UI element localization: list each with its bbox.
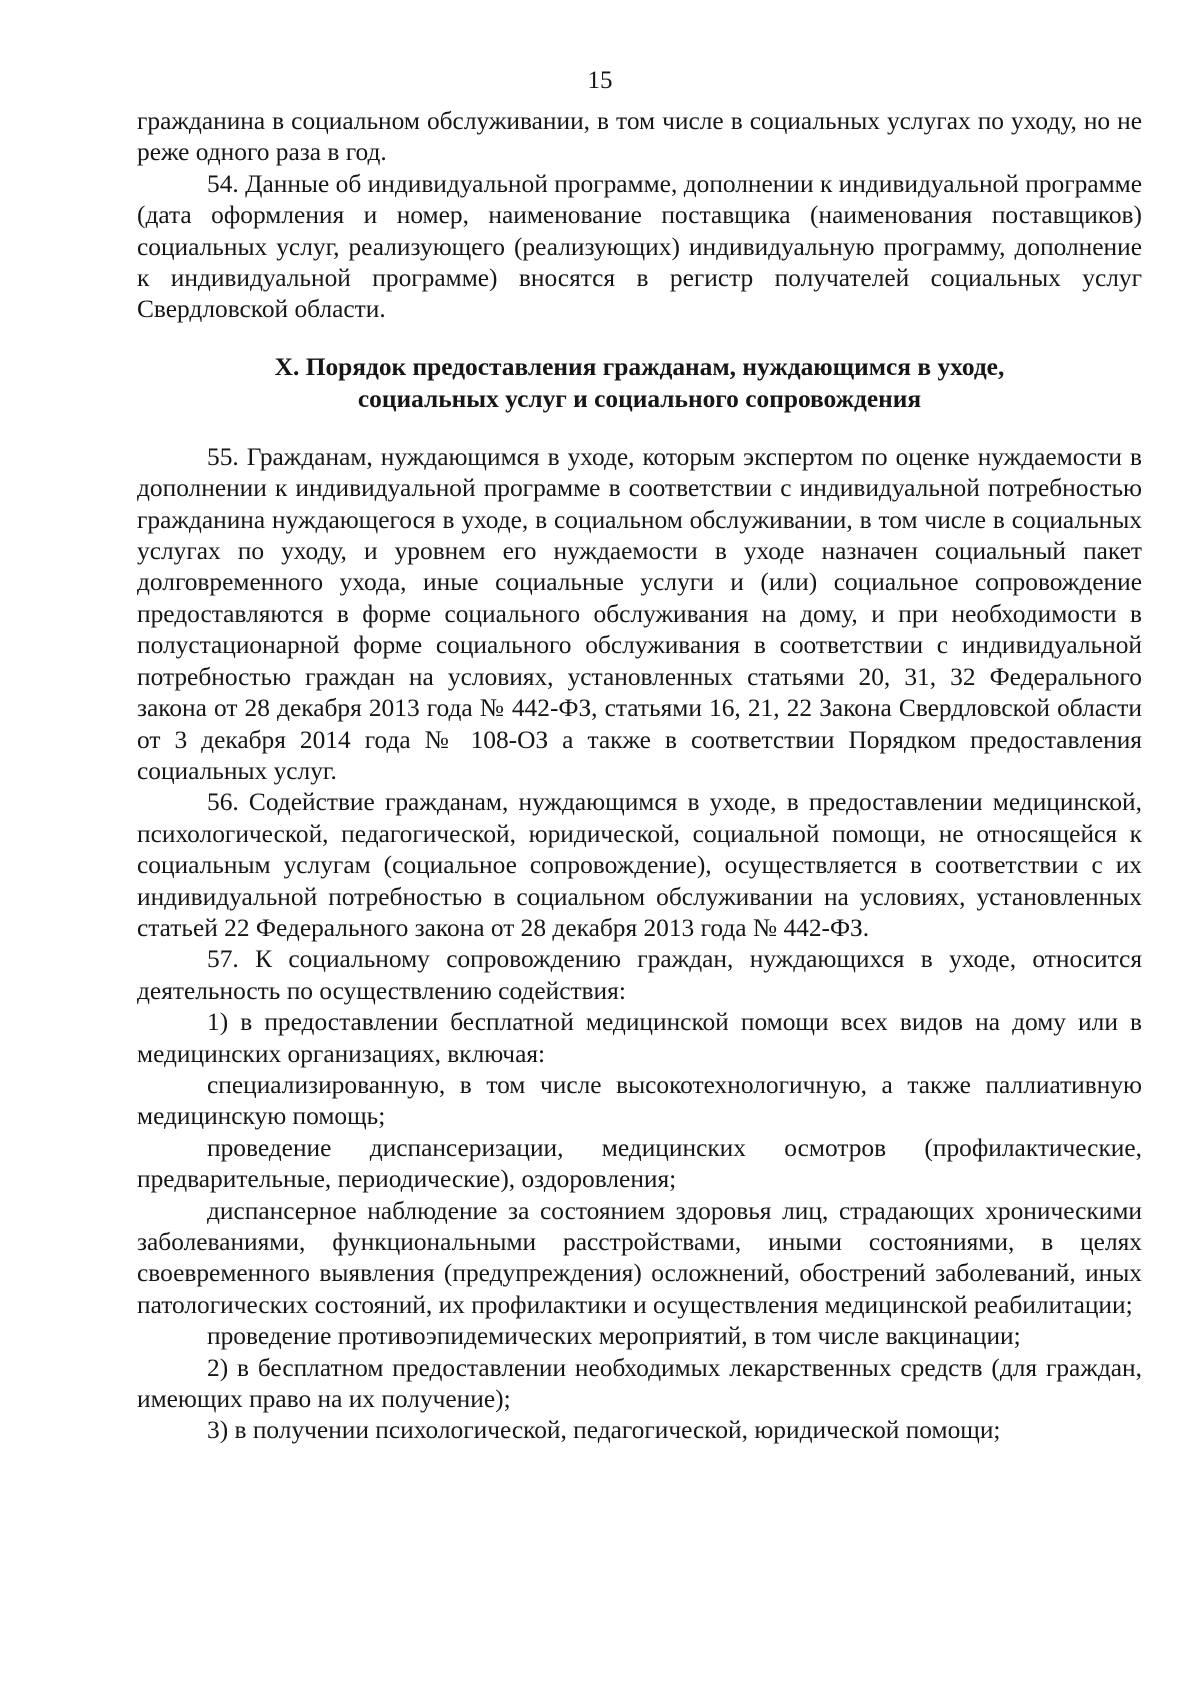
sub-item-dispensary-exam: проведение диспансеризации, медицинских осмотров (профилактические, предварительные, периодические), оздоровления;	[137, 1133, 1142, 1194]
paragraph-56: 56. Содействие гражданам, нуждающимся в уходе, в предоставлении медицинской, психологической, педагогической, юридической, социальной помощи, не относящейся к социальным услугам (социальное сопровождение), осуществляется в соответствии с их индивидуальной потребностью в социальном обслуживании на условиях, установленных статьей 22 Федерального закона от 28 декабря 2013 года № 442-ФЗ.	[137, 788, 1142, 942]
section-heading-line-2: социальных услуг и социального сопровождения	[357, 384, 922, 413]
sub-item-specialized-care: специализированную, в том числе высокотехнологичную, а также паллиативную медицинскую помощь;	[137, 1070, 1142, 1131]
paragraph-continuation: гражданина в социальном обслуживании, в том числе в социальных услугах по уходу, но не реже одного раза в год.	[137, 107, 1142, 167]
paragraph-54: 54. Данные об индивидуальной программе, дополнении к индивидуальной программе (дата оформления и номер, наименование поставщика (наименования поставщиков) социальных услуг, реализующего (реализующих) индивидуальную программу, дополнение к индивидуальной программе) вносятся в регистр получателей социальных услуг Свердловской области.	[137, 169, 1142, 324]
page-number: 15	[587, 67, 613, 94]
list-item-2: 2) в бесплатном предоставлении необходимых лекарственных средств (для граждан, имеющих право на их получение);	[137, 1353, 1142, 1414]
paragraph-57: 57. К социальному сопровождению граждан, нуждающихся в уходе, относится деятельность по осуществлению содействия:	[137, 945, 1142, 1005]
list-item-3: 3) в получении психологической, педагогической, юридической помощи;	[207, 1416, 1001, 1445]
list-item-1: 1) в предоставлении бесплатной медицинской помощи всех видов на дому или в медицинских организациях, включая:	[137, 1008, 1142, 1068]
paragraph-55: 55. Гражданам, нуждающимся в уходе, которым экспертом по оценке нуждаемости в дополнении к индивидуальной программе в соответствии с индивидуальной потребностью гражданина нуждающегося в уходе, в социальном обслуживании, в том числе в социальных услугах по уходу, и уровнем его нуждаемости в уходе назначен социальный пакет долговременного ухода, иные социальные услуги и (или) социальное сопровождение предоставляются в форме социального обслуживания на дому, и при необходимости в полустационарной форме социального обслуживания в соответствии с индивидуальной потребностью граждан на условиях, установленных статьями 20, 31, 32 Федерального закона от 28 декабря 2013 года № 442-ФЗ, статьями 16, 21, 22 Закона Свердловской области от 3 декабря 2014 года № 108-ОЗ а также в соответствии Порядком предоставления социальных услуг.	[137, 442, 1142, 785]
sub-item-dispensary-observation: диспансерное наблюдение за состоянием здоровья лиц, страдающих хроническими заболеваниями, функциональными расстройствами, иными состояниями, в целях своевременного выявления (предупреждения) осложнений, обострений заболеваний, иных патологических состояний, их профилактики и осуществления медицинской реабилитации;	[137, 1196, 1142, 1319]
section-heading	[137, 351, 1142, 415]
sub-item-vaccination: проведение противоэпидемических мероприятий, в том числе вакцинации;	[207, 1322, 1021, 1351]
section-heading-line-1: X. Порядок предоставления гражданам, нуждающимся в уходе,	[274, 352, 1005, 381]
document-body	[137, 106, 1142, 1447]
